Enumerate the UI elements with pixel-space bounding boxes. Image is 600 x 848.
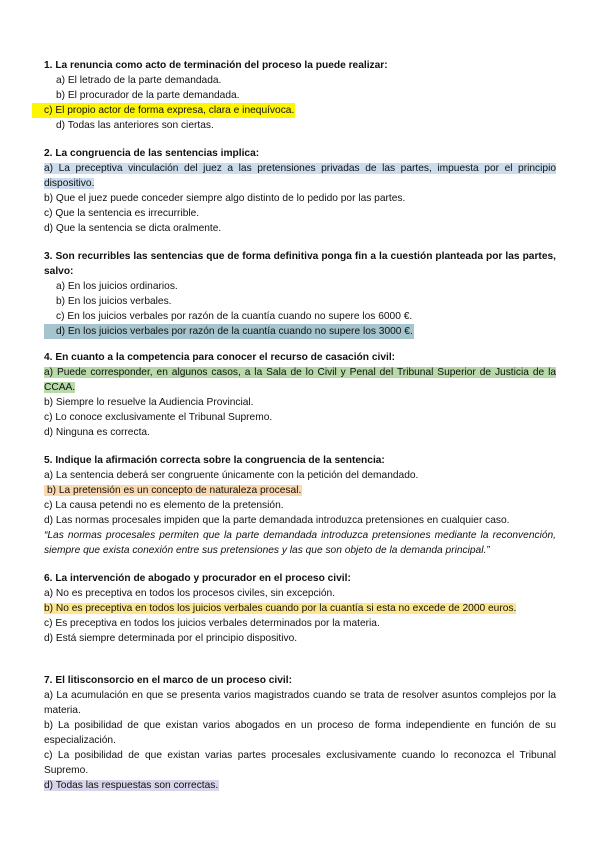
q5-option-a: a) La sentencia deberá ser congruente únicamente con la petición del demandado. xyxy=(44,470,419,481)
question-2-title: 2. La congruencia de las sentencias implica: xyxy=(44,148,260,159)
q2-option-c: c) Que la sentencia es irrecurrible. xyxy=(44,208,200,219)
question-2 xyxy=(44,146,556,236)
q3-option-d-highlighted: d) En los juicios verbales por razón de la cuantía cuando no supere los 3000 €. xyxy=(44,324,414,339)
q1-option-c-highlighted: c) El propio actor de forma expresa, clara e inequívoca. xyxy=(32,103,295,118)
question-4 xyxy=(44,350,556,440)
q2-option-a-highlighted: a) La preceptiva vinculación del juez a las pretensiones privadas de las partes, impuesta por el principio dispositivo. xyxy=(44,163,556,189)
question-1-title: 1. La renuncia como acto de terminación del proceso la puede realizar: xyxy=(44,60,388,71)
q7-option-d-highlighted: d) Todas las respuestas son correctas. xyxy=(44,780,219,791)
q5-option-d: d) Las normas procesales impiden que la parte demandada introduzca pretensiones en cualquier caso. xyxy=(44,515,510,526)
q7-option-a: a) La acumulación en que se presenta varios magistrados cuando se trata de resolver asuntos complejos por la materia. xyxy=(44,690,556,716)
question-1 xyxy=(44,58,556,133)
question-3 xyxy=(44,249,556,339)
q1-option-b: b) El procurador de la parte demandada. xyxy=(56,90,240,101)
q4-option-a-highlighted: a) Puede corresponder, en algunos casos, a la Sala de lo Civil y Penal del Tribunal Superior de Justicia de la CCAA. xyxy=(44,367,556,393)
question-7 xyxy=(44,673,556,793)
q1-option-a: a) El letrado de la parte demandada. xyxy=(56,75,222,86)
q7-option-c: c) La posibilidad de que existan varias partes procesales exclusivamente cuando lo reconozca el Tribunal Supremo. xyxy=(44,750,556,776)
question-6-title: 6. La intervención de abogado y procurador en el proceso civil: xyxy=(44,573,351,584)
q7-option-b: b) La posibilidad de que existan varios abogados en un proceso de forma independiente en función de su especialización. xyxy=(44,720,556,746)
q3-option-b: b) En los juicios verbales. xyxy=(56,296,172,307)
question-6 xyxy=(44,571,556,646)
question-7-title: 7. El litisconsorcio en el marco de un proceso civil: xyxy=(44,675,292,686)
q4-option-d: d) Ninguna es correcta. xyxy=(44,427,150,438)
q6-option-a: a) No es preceptiva en todos los procesos civiles, sin excepción. xyxy=(44,588,336,599)
q6-option-d: d) Está siempre determinada por el principio dispositivo. xyxy=(44,633,298,644)
q6-option-c: c) Es preceptiva en todos los juicios verbales determinados por la materia. xyxy=(44,618,380,629)
q2-option-d: d) Que la sentencia se dicta oralmente. xyxy=(44,223,222,234)
question-5-title: 5. Indique la afirmación correcta sobre la congruencia de la sentencia: xyxy=(44,455,385,466)
question-4-title: 4. En cuanto a la competencia para conocer el recurso de casación civil: xyxy=(44,352,396,363)
q2-option-b: b) Que el juez puede conceder siempre algo distinto de lo pedido por las partes. xyxy=(44,193,406,204)
q5-option-c: c) La causa petendi no es elemento de la pretensión. xyxy=(44,500,284,511)
q3-option-a: a) En los juicios ordinarios. xyxy=(56,281,178,292)
q5-explanation-note: “Las normas procesales permiten que la parte demandada introduzca pretensiones mediante la reconvención, siempre que exista conexión entre sus pretensiones y las que son objeto de la demanda principal.” xyxy=(44,530,556,556)
question-5 xyxy=(44,453,556,558)
q4-option-c: c) Lo conoce exclusivamente el Tribunal Supremo. xyxy=(44,412,273,423)
q5-option-b-highlighted: b) La pretensión es un concepto de naturaleza procesal. xyxy=(44,485,302,496)
q3-option-c: c) En los juicios verbales por razón de la cuantía cuando no supere los 6000 €. xyxy=(56,311,413,322)
q4-option-b: b) Siempre lo resuelve la Audiencia Provincial. xyxy=(44,397,254,408)
question-3-title: 3. Son recurribles las sentencias que de forma definitiva ponga fin a la cuestión planteada por las partes, salvo: xyxy=(44,251,556,277)
q6-option-b-highlighted: b) No es preceptiva en todos los juicios verbales cuando por la cuantía si esta no excede de 2000 euros. xyxy=(44,603,517,614)
q1-option-d: d) Todas las anteriores son ciertas. xyxy=(56,120,214,131)
